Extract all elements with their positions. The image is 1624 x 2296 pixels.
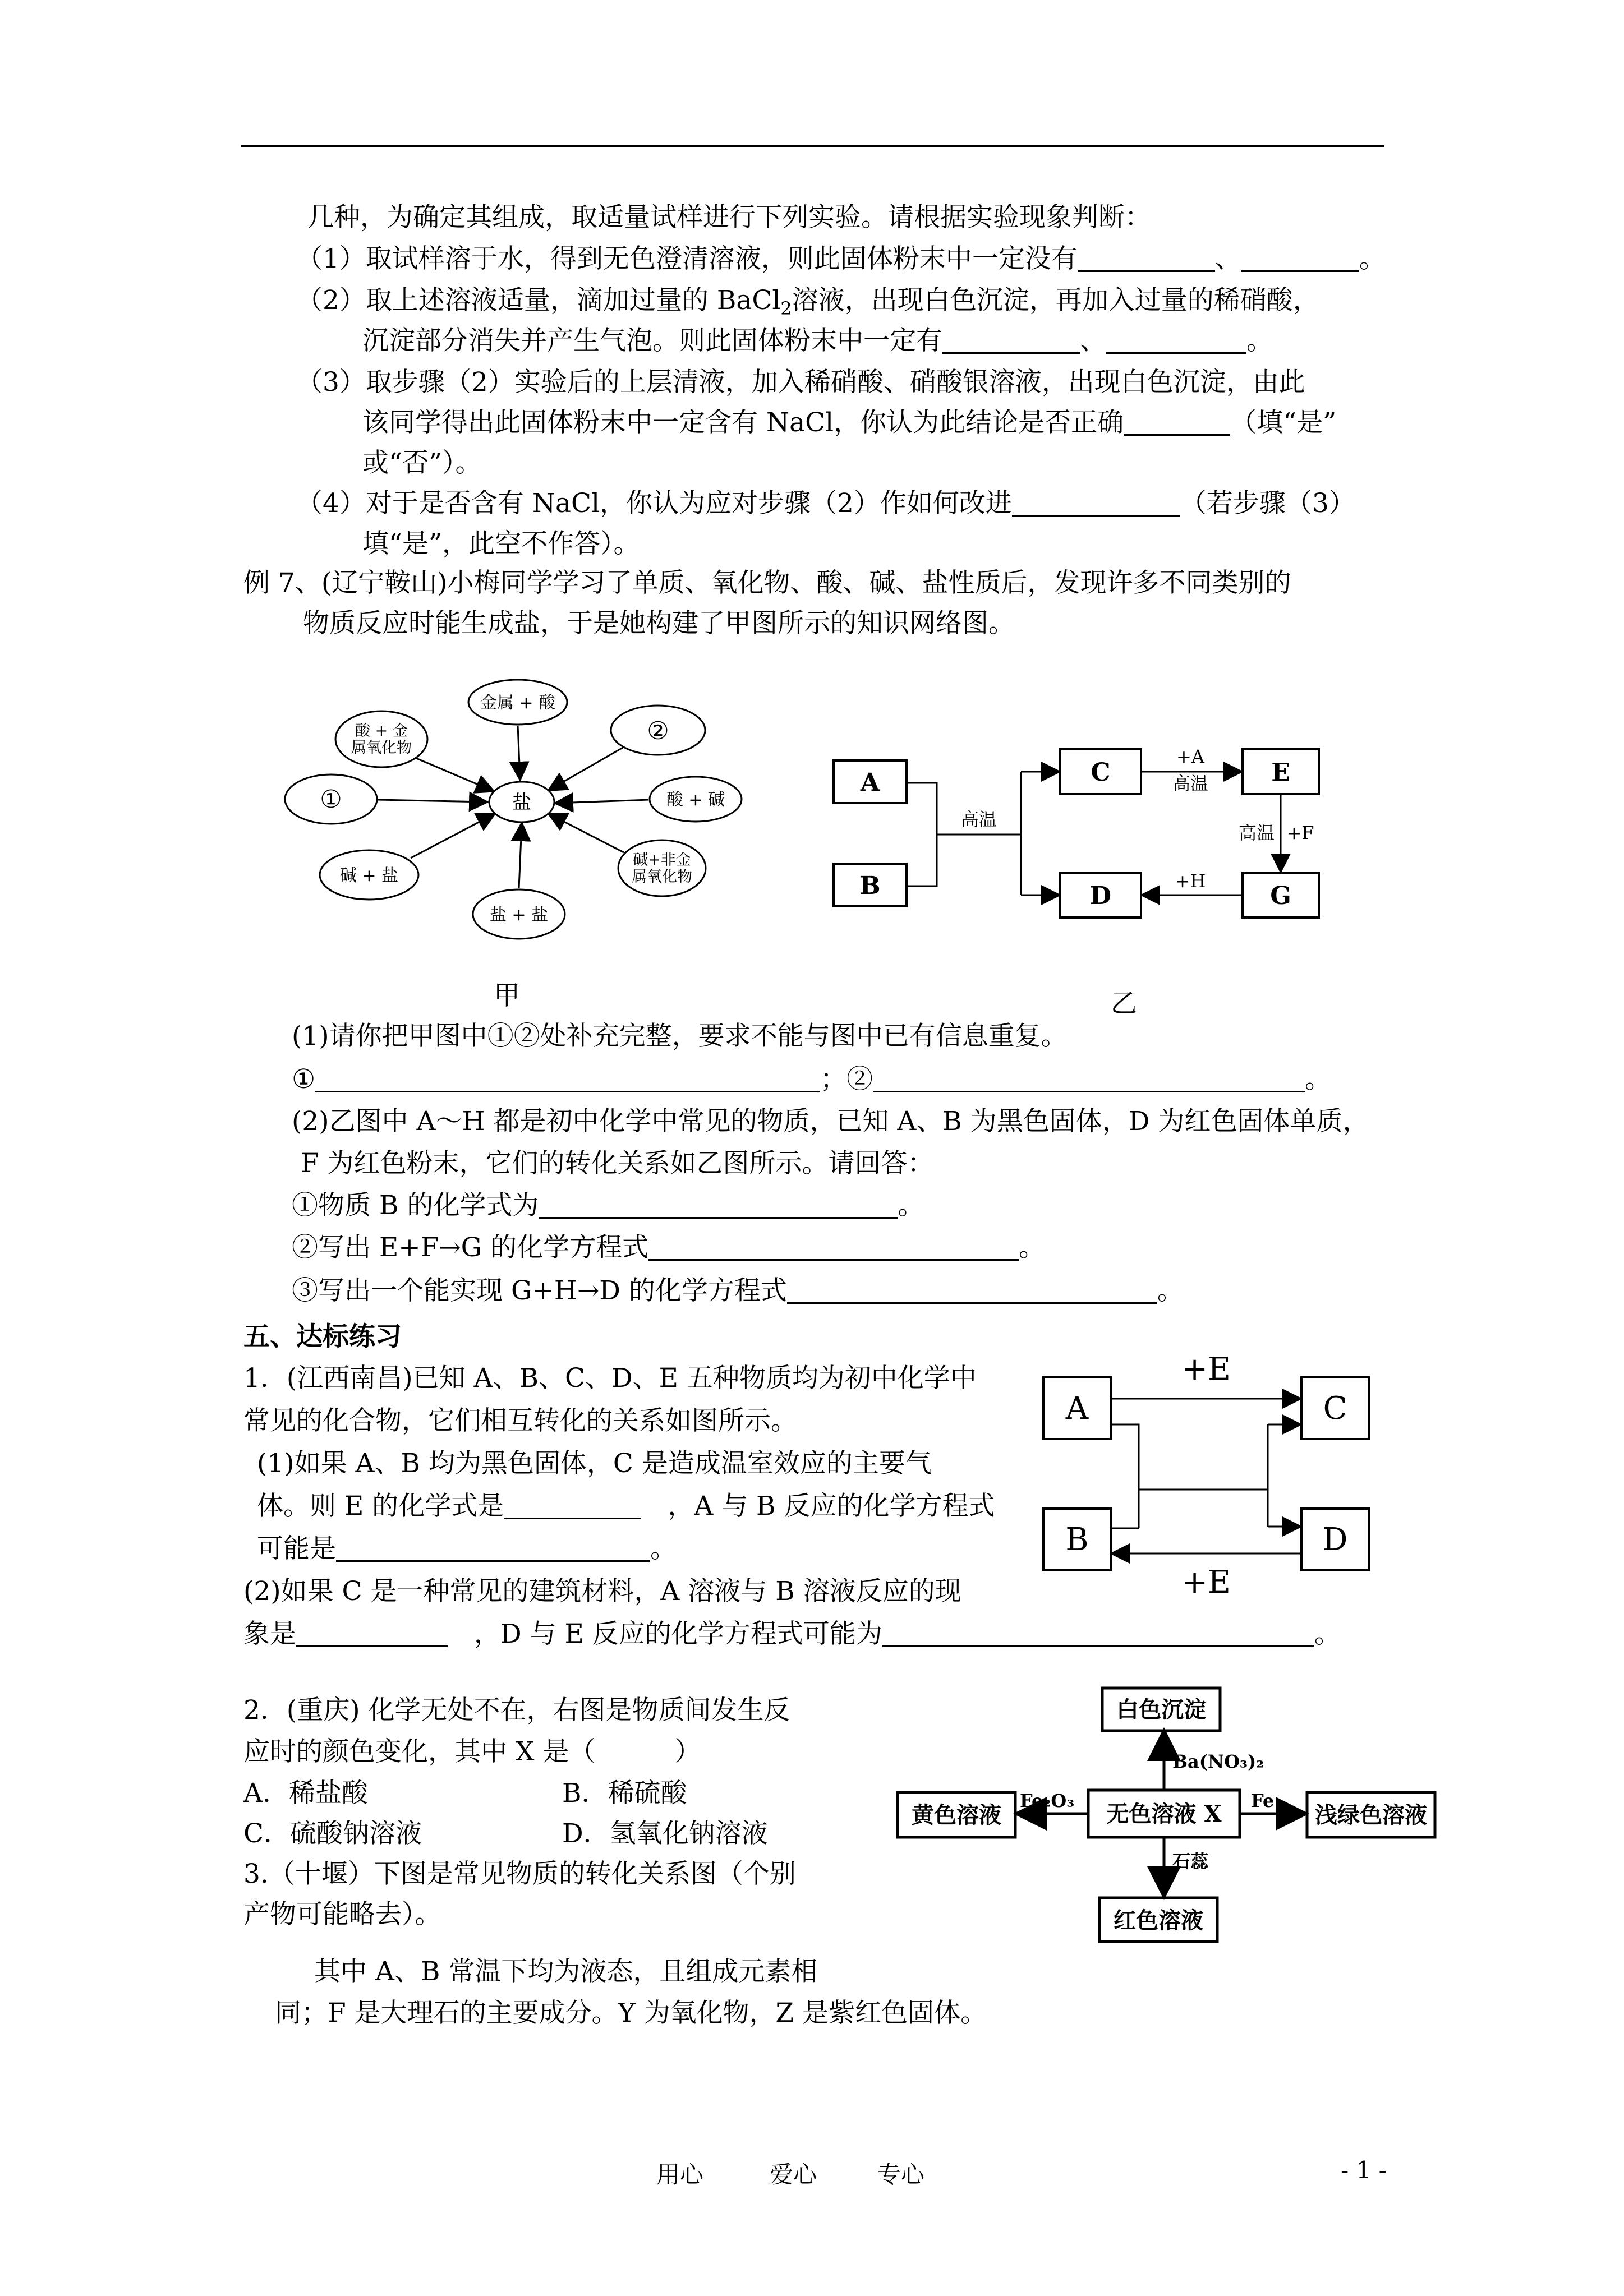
answer-blank[interactable] xyxy=(1241,245,1359,272)
diagram-jia xyxy=(269,667,774,959)
node-lower-right-label-1: 碱+非金 xyxy=(633,851,691,869)
answer-blank[interactable] xyxy=(1078,245,1215,272)
label-plus-h: +H xyxy=(1175,870,1206,892)
diagram-yi xyxy=(825,729,1341,931)
ex7-line-2: 物质反应时能生成盐，于是她构建了甲图所示的知识网络图。 xyxy=(303,608,1015,639)
label-plus-a: +A xyxy=(1176,746,1204,767)
q3-line-3: 或“否”）。 xyxy=(362,448,482,478)
reagent-fe2o3: Fe₂O₃ xyxy=(1020,1790,1075,1811)
ex7-q2-line-2: F 为红色粉末，它们的转化关系如乙图所示。请回答： xyxy=(301,1148,934,1179)
answer-blank[interactable] xyxy=(942,326,1080,354)
box-c-label: C xyxy=(1323,1390,1347,1427)
box-g-label: G xyxy=(1270,882,1291,910)
p3-line-3: 其中 A、B 常温下均为液态，且组成元素相 xyxy=(314,1956,818,1987)
ex7-q2-s3: ③写出一个能实现 G+H→D 的化学方程式 。 xyxy=(292,1275,1184,1306)
answer-blank[interactable] xyxy=(882,1620,1314,1647)
node-right-label: 酸 + 碱 xyxy=(666,790,725,810)
answer-blank[interactable] xyxy=(873,1065,1305,1092)
answer-blank[interactable] xyxy=(787,1276,1157,1304)
node-lower-left-label: 碱 + 盐 xyxy=(339,866,399,886)
footer-word-2: 爱心 xyxy=(770,2161,817,2188)
label-gaowen-3: 高温 xyxy=(1238,822,1275,843)
box-d-label: D xyxy=(1322,1522,1348,1558)
p1-diagram xyxy=(1038,1346,1386,1610)
box-b-label: B xyxy=(1065,1522,1089,1558)
label-gaowen-2: 高温 xyxy=(1172,773,1209,794)
reagent-fe: Fe xyxy=(1251,1790,1275,1811)
ex7-q2-s1: ①物质 B 的化学式为 。 xyxy=(292,1190,924,1221)
node-upper-right-label: ② xyxy=(647,717,669,745)
box-a-label: A xyxy=(860,768,880,797)
footer-word-3: 专心 xyxy=(877,2161,925,2188)
answer-blank[interactable] xyxy=(296,1620,448,1647)
p2-option-b[interactable]: B．稀硫酸 xyxy=(562,1778,687,1809)
box-c-label: C xyxy=(1091,758,1111,787)
page-number: - 1 - xyxy=(1341,2156,1387,2184)
box-d-label: D xyxy=(1089,882,1112,910)
label-red-solution: 红色溶液 xyxy=(1114,1907,1203,1934)
q4-line-2: 填“是”，此空不作答）。 xyxy=(362,528,640,559)
reagent-bano3: Ba(NO₃)₂ xyxy=(1172,1751,1264,1772)
ex7-line-1: 例 7、(辽宁鞍山)小梅同学学习了单质、氧化物、酸、碱、盐性质后，发现许多不同类别的 xyxy=(243,568,1291,598)
ex7-q2-line-1: (2)乙图中 A～H 都是初中化学中常见的物质，已知 A、B 为黑色固体，D 为红色固体单质， xyxy=(292,1106,1369,1137)
label-colorless-x: 无色溶液 X xyxy=(1106,1801,1222,1827)
p1-line-5: 可能是 。 xyxy=(257,1533,677,1564)
reagent-litmus: 石蕊 xyxy=(1172,1851,1209,1872)
label-plus-f: +F xyxy=(1286,822,1314,843)
p2-option-d[interactable]: D．氢氧化钠溶液 xyxy=(562,1818,768,1849)
answer-blank[interactable] xyxy=(1012,489,1180,517)
header-rule xyxy=(241,145,1384,147)
answer-blank[interactable] xyxy=(648,1233,1019,1261)
footer-word-1: 用心 xyxy=(656,2161,704,2188)
p2-option-c[interactable]: C．硫酸钠溶液 xyxy=(243,1818,422,1849)
top-label: +E xyxy=(1181,1351,1231,1387)
p1-line-6: (2)如果 C 是一种常见的建筑材料，A 溶液与 B 溶液反应的现 xyxy=(243,1576,961,1607)
ex7-q1: (1)请你把甲图中①②处补充完整，要求不能与图中已有信息重复。 xyxy=(292,1021,1068,1052)
p2-diagram xyxy=(892,1677,1442,1957)
p1-line-2: 常见的化合物，它们相互转化的关系如图所示。 xyxy=(243,1405,797,1436)
node-upper-left-label-1: 酸 + 金 xyxy=(355,722,408,740)
center-label: 盐 xyxy=(512,791,531,814)
q3-line-1: （3）取步骤（2）实验后的上层清液，加入稀硝酸、硝酸银溶液，出现白色沉淀，由此 xyxy=(296,367,1305,398)
p3-line-4: 同；F 是大理石的主要成分。Y 为氧化物，Z 是紫红色固体。 xyxy=(275,1998,987,2028)
section-heading: 五、达标练习 xyxy=(243,1321,402,1352)
caption-jia: 甲 xyxy=(494,980,520,1011)
label-gaowen: 高温 xyxy=(960,809,997,830)
p1-line-4: 体。则 E 的化学式是 ，A 与 B 反应的化学方程式 xyxy=(257,1491,995,1522)
q4-line-1: （4）对于是否含有 NaCl，你认为应对步骤（2）作如何改进 （若步骤（3） xyxy=(296,488,1355,519)
answer-blank[interactable] xyxy=(504,1492,641,1519)
q1-line: （1）取试样溶于水，得到无色澄清溶液，则此固体粉末中一定没有 、 。 xyxy=(296,243,1386,274)
ex7-q2-s2: ②写出 E+F→G 的化学方程式 。 xyxy=(292,1232,1046,1263)
label-lightgreen-solution: 浅绿色溶液 xyxy=(1315,1802,1427,1828)
node-upper-left-label-2: 属氧化物 xyxy=(351,739,412,757)
label-yellow-solution: 黄色溶液 xyxy=(912,1802,1001,1828)
node-bottom-label: 盐 + 盐 xyxy=(489,905,549,925)
q2-line-1: （2）取上述溶液适量，滴加过量的 BaCl$_2$溶液，出现白色沉淀，再加入过量的稀硝酸， xyxy=(296,285,1319,319)
answer-blank[interactable] xyxy=(1106,326,1246,354)
label-white-precipitate: 白色沉淀 xyxy=(1116,1696,1206,1723)
p1-line-3: (1)如果 A、B 均为黑色固体，C 是造成温室效应的主要气 xyxy=(257,1448,932,1479)
q2-line-2: 沉淀部分消失并产生气泡。则此固体粉末中一定有 、 。 xyxy=(362,325,1273,356)
caption-yi: 乙 xyxy=(1111,988,1137,1019)
box-a-label: A xyxy=(1065,1390,1089,1427)
node-lower-right-label-2: 属氧化物 xyxy=(632,868,692,886)
node-top-label: 金属 + 酸 xyxy=(480,693,556,713)
bottom-label: +E xyxy=(1181,1564,1231,1601)
ex7-q1-blanks: ① ；② 。 xyxy=(292,1064,1332,1095)
answer-blank[interactable] xyxy=(539,1191,898,1219)
p2-option-a[interactable]: A．稀盐酸 xyxy=(243,1778,368,1809)
p1-line-7: 象是 ，D 与 E 反应的化学方程式可能为 。 xyxy=(243,1619,1341,1649)
node-left-label: ① xyxy=(320,785,342,814)
p3-line-1: 3.（十堰）下图是常见物质的转化关系图（个别 xyxy=(243,1859,796,1889)
box-e-label: E xyxy=(1271,758,1290,787)
answer-blank[interactable] xyxy=(1124,408,1230,436)
box-b-label: B xyxy=(859,872,881,900)
p1-line-1: 1．(江西南昌)已知 A、B、C、D、E 五种物质均为初中化学中 xyxy=(243,1363,977,1394)
p2-line-1: 2．(重庆) 化学无处不在，右图是物质间发生反 xyxy=(243,1695,790,1726)
intro-line: 几种，为确定其组成，取适量试样进行下列实验。请根据实验现象判断： xyxy=(307,202,1151,233)
p2-line-2: 应时的颜色变化，其中 X 是（ ） xyxy=(243,1736,701,1767)
q3-line-2: 该同学得出此固体粉末中一定含有 NaCl，你认为此结论是否正确 （填“是” xyxy=(362,407,1337,438)
answer-blank[interactable] xyxy=(336,1534,650,1562)
answer-blank[interactable] xyxy=(315,1065,820,1092)
p3-line-2: 产物可能略去）。 xyxy=(243,1899,441,1930)
